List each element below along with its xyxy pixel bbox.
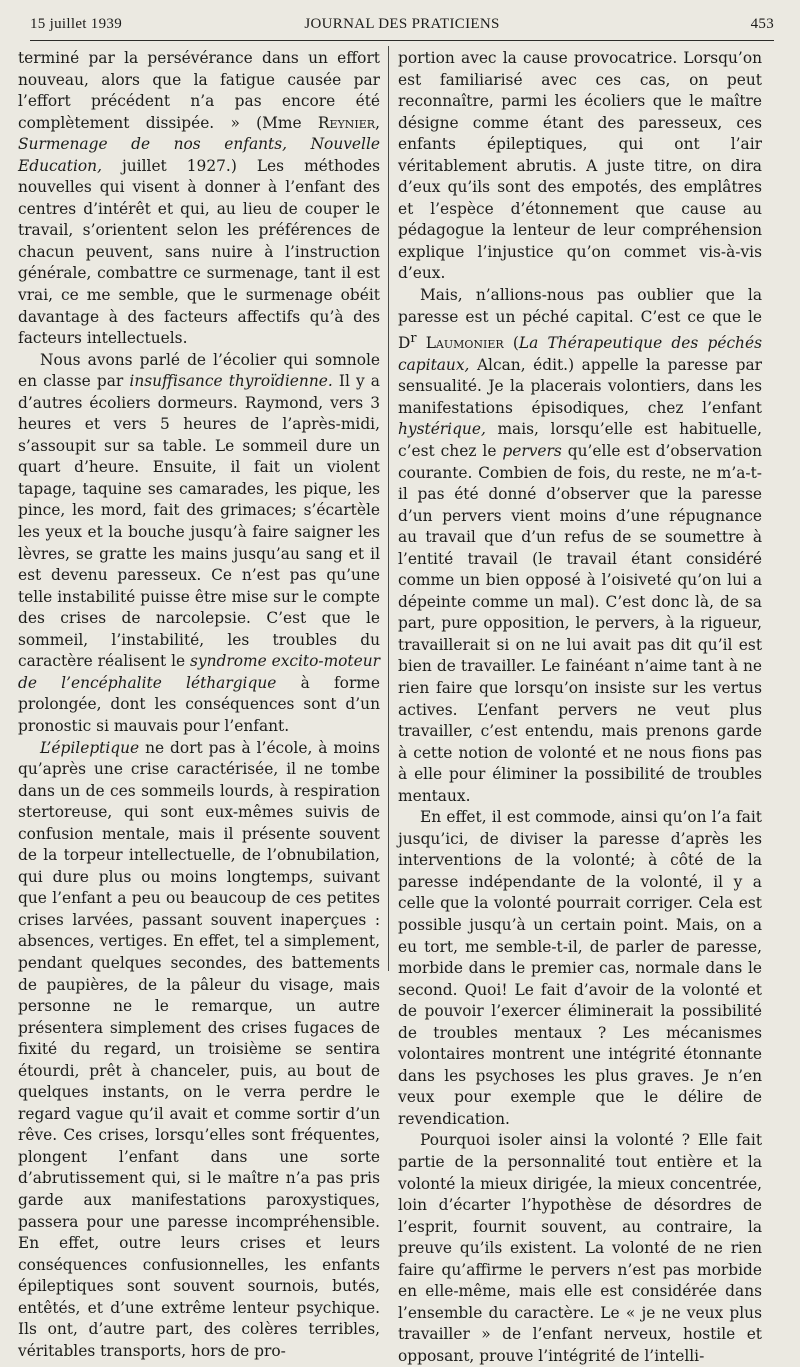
text-run: L’épileptique <box>40 738 140 757</box>
text-run: Surmenage de nos enfants, Nouvelle Education, <box>18 135 380 175</box>
text-run: à forme prolongée, dont les conséquences sont d’un pronostic si mauvais pour l’enfant. <box>18 673 380 735</box>
text-run: hystérique, <box>398 420 486 439</box>
text-run: Nous avons parlé de l’écolier qui somnole en classe par <box>18 350 380 391</box>
text-run: Laumonier <box>425 334 504 353</box>
text-run <box>416 334 425 352</box>
column-divider <box>388 46 389 971</box>
text-run: portion avec la cause provocatrice. Lorsqu’on est familiarisé avec ces cas, on peut reconnaître, parmi les écoliers que le maître désigne comme étant des paresseux, ces enfants épileptiques, qui ont l’air véritablement abrutis. A juste titre, on dira d’eux qu’ils sont des empotés, des emplâtres et l’espèce d’étonnement que cause au pédagogue la lenteur de leur compréhension explique l’injustice qu’on commet vis-à-vis d’eux. <box>398 49 762 283</box>
text-run: juillet 1927.) Les méthodes nouvelles qui visent à donner à l’enfant des centres d’intérêt et qui, au lieu de couper le travail, s’orientent selon les préférences de chacun peuvent, sans nuire à l’instruction générale, combattre ce surmenage, tant il est vrai, ce me semble, que le surmenage obéit davantage à des facteurs affectifs qu’à des facteurs intellectuels. <box>18 156 380 348</box>
paragraph-p3 <box>18 738 380 1363</box>
text-run: qu’elle est d’observation courante. Combien de fois, du reste, ne m’a-t-il pas été donné d’observer que la paresse d’un pervers vient moins d’une répugnance au travail que d’un refus de se soumettre à l’entité travail (le travail étant considéré comme un bien opposé à l’oisiveté qu’on lui a dépeinte comme un mal). C’est donc là, de sa part, pure opposition, le pervers, à la rigueur, travaillerait si on ne lui avait pas dit qu’il est bien de travailler. Le fainéant n’aime tant à ne rien faire que lorsqu’on insiste sur les vertus actives. L’enfant pervers ne veut plus travailler, c’est entendu, mais prenons garde à cette notion de volonté et ne nous fions pas à elle pour éliminer la possibilité de troubles mentaux. <box>398 441 762 805</box>
text-run: Mais, n’allions-nous pas oublier que la paresse est un péché capital. C’est ce que le D <box>398 286 762 353</box>
paragraph-p6 <box>398 807 762 1130</box>
paragraph-p1 <box>18 48 380 350</box>
text-run: r <box>410 331 417 347</box>
text-run: terminé par la persévérance dans un effort nouveau, alors que la fatigue causée par l’effort précédent n’a pas encore été complètement dissipée. » (Mme <box>18 49 380 132</box>
text-run: Alcan, édit.) appelle la paresse par sensualité. Je la placerais volontiers, dans les manifestations épisodiques, chez l’enfant <box>398 355 762 417</box>
text-run: Reynier <box>317 113 376 132</box>
paragraph-p4 <box>398 48 762 285</box>
header-journal-title: JOURNAL DES PRATICIENS <box>304 16 500 32</box>
text-run: pervers <box>502 441 562 460</box>
paragraph-p2 <box>18 350 380 738</box>
header-date: 15 juillet 1939 <box>30 16 122 32</box>
text-run: Pourquoi isoler ainsi la volonté ? Elle fait partie de la personnalité tout entière et la volonté la mieux dirigée, la mieux concentrée, loin d’écarter l’hypothèse de désordres de l’esprit, fournit souvent, au contraire, la preuve qu’ils existent. La volonté de ne rien faire qu’affirme le pervers n’est pas morbide en elle-même, mais elle est considérée dans l’ensemble du caractère. Le « je ne veux plus travailler » de l’enfant nerveux, hostile et opposant, prouve l’intégrité de l’intelli- <box>398 1131 762 1365</box>
text-run: syndrome excito-moteur de l’encéphalite léthargique <box>18 652 380 692</box>
running-header <box>30 14 774 38</box>
header-page-number: 453 <box>750 16 774 32</box>
left-column <box>18 48 380 1362</box>
text-run: ( <box>503 334 519 353</box>
text-run: ne dort pas à l’école, à moins qu’après une crise caractérisée, il ne tombe dans un de ces sommeils lourds, à respiration stertoreuse, qui sont eux-mêmes suivis de confusion mentale, mais il présente souvent de la torpeur intellectuelle, de l’obnubilation, qui dure plus ou moins longtemps, suivant que l’enfant a peu ou beaucoup de ces petites crises larvées, passant souvent inaperçues : absences, vertiges. En effet, tel a simplement, pendant quelques secondes, des battements de paupières, de la pâleur du visage, mais personne ne le remarque, un autre présentera simplement des crises fugaces de fixité du regard, un troisième se sentira étourdi, prêt à chanceler, puis, au bout de quelques instants, on le verra perdre le regard vague qu’il avait et comme sortir d’un rêve. Ces crises, lorsqu’elles sont fréquentes, plongent l’enfant dans une sorte d’abrutissement qui, si le maître n’a pas pris garde aux manifestations paroxystiques, passera pour une paresse incompréhensible. En effet, outre leurs crises et leurs conséquences confusionnelles, les enfants épileptiques sont souvent sournois, butés, entêtés, et d’une extrême lenteur psychique. Ils ont, d’autre part, des colères terribles, véritables transports, hors de pro- <box>18 738 380 1360</box>
right-column <box>398 48 762 1367</box>
text-run: Il y a d’autres écoliers dormeurs. Raymond, vers 3 heures et vers 5 heures de l’après-midi, s’assoupit sur sa table. Le sommeil dure un quart d’heure. Ensuite, il fait un violent tapage, taquine ses camarades, les pique, les pince, les mord, fait des grimaces; s’écartèle les yeux et la bouche jusqu’à faire saigner les lèvres, se gratte les mains jusqu’au sang et il est devenu paresseux. Ce n’est pas qu’une telle instabilité puisse être mise sur le compte des crises de narcolepsie. C’est que le sommeil, l’instabilité, les troubles du caractère réalisent le <box>18 372 380 671</box>
text-run: La Thérapeutique des péchés capitaux, <box>398 334 762 374</box>
text-run: En effet, il est commode, ainsi qu’on l’a fait jusqu’ici, de diviser la paresse d’après les interventions de la volonté; à côté de la paresse indépendante de la volonté, il y a celle que la volonté pourrait corriger. Cela est possible jusqu’à un certain point. Mais, on a eu tort, me semble-t-il, de parler de paresse, morbide dans le premier cas, normale dans le second. Quoi! Le fait d’avoir de la volonté et de pouvoir l’exercer éliminerait la possibilité de troubles mentaux ? Les mécanismes volontaires montrent une intégrité étonnante dans les psychoses les plus graves. Je n’en veux pour exemple que le délire de revendication. <box>398 808 762 1128</box>
text-run: insuffisance thyroïdienne. <box>129 372 333 391</box>
header-rule <box>30 40 774 41</box>
text-run: , <box>375 113 380 132</box>
paragraph-p7 <box>398 1130 762 1367</box>
paragraph-p5 <box>398 285 762 807</box>
text-run: mais, lorsqu’elle est habituelle, c’est chez le <box>398 420 762 460</box>
